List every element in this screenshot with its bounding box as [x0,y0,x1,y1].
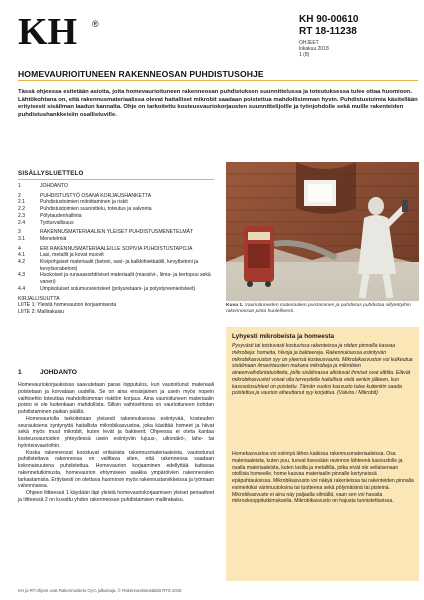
toc-item-text: Työturvallisuus [40,219,74,226]
toc-item-number: 3.1 [18,235,26,242]
body-paragraph: Ohjeen liitteessä 1 käydään läpi yleistä homevauriokorjaamisen yleiset periaatteet ja liitteessä 2 on kuvattu yhden rakenneosan puhdistamisen mallirakaisu. [18,490,214,503]
toc-item-text: JOHDANTO [40,183,68,189]
toc-item[interactable] [18,246,218,253]
figure-label: Kuva 1. [226,303,244,308]
title-rule [18,80,418,81]
toc-title: SISÄLLYSLUETTELO [18,170,84,177]
toc-item[interactable] [18,220,218,227]
svg-text:®: ® [92,19,99,29]
toc-item-number: 4.1 [18,252,26,259]
section-number: 1 [18,369,22,376]
table-of-contents [18,183,218,316]
meta-date: lokakuu 2018 [299,46,329,53]
page-title: HOMEVAURIOITUNEEN RAKENNEOSAN PUHDISTUSOHJE [18,69,264,79]
info-box-body: Homekasvustoa voi esiintyä lähes kaikissa rakennusmateriaaleissa. Osa materiaaleista, kuten puu, tuovat itsessään ravinnon lähteenä kasvustolle ja osalla materiaaleista, kuten lasilla ja metallilla, jotka eivät ole sellaisenaan otollisia homeelle, home kasvaa materiaalin pinnalle kertyneissä epäpuhtauksissa. Mikrobikasvusto voi näkyä rakenteissa tai rakenteiden pinnalla esimerkiksi värimuutoksina tai tuotteena sekä pölymäisinä tai pisteinä. Mikrobikasvusto ei aina näy paljaalla silmällä, vaan sen voi havaita mikroskooppitutkimuksella. Mikrobikasvusto on hajusta tunnistettavissa. [232,451,414,505]
section-1-body [18,382,214,504]
toc-item-text: Kivipohjaiset materiaalit (betoni, savi- ja kalkkihiekkatiili, kevytbetoni ja kevytsorabetoni) [40,259,199,272]
toc-item-text: Huokoiset ja runsaasorbtiiviset materiaalit (massiivi-, liima- ja kertopuu sekä vaneri) [40,272,211,286]
figure-caption-text: Vaurioituneiden materiaalien poistaminen ja puhdistus puhdistaa sillytettyihin rakenneosan pinta huolellisesti. [226,303,411,315]
toc-item-number: 4.4 [18,285,26,292]
toc-item-text: Menetelmiä [40,235,67,242]
toc-item-number: 1 [18,183,21,189]
toc-item-number: 4.3 [18,272,26,279]
body-paragraph: Homevauriokorjauksissa saavutetaan paras lopputulos, kun vaurioitunut materiaali poistetaan ja korvataan uudella. Se on aina ensisijainen ja usein myös nopein vaihtoehto toteuttaa mahdollisimman riskitön korjaus. Aina vaurioituneen materiaalin poisto ei ole kuitenkaan mahdollista. Silloin vaihtoehtona on vaurioituneen kohdan puhdistaminen paikan päällä. [18,382,214,415]
toc-item-number: 2.4 [18,219,26,226]
toc-item-text: Puhdistustoimien suunnittelu, toteutus ja valvonta [40,206,152,213]
toc-item-text: Umpisoluiset solumuovieristeet (polyuretaani- ja polystyreenieristeet) [40,285,196,292]
document-codes [299,14,419,38]
info-box-title: Lyhyesti mikrobeista ja homeesta [232,333,335,340]
toc-item-number: 4.2 [18,259,26,266]
toc-item[interactable] [18,183,218,190]
toc-item[interactable] [18,236,218,243]
section-title: JOHDANTO [40,369,77,376]
toc-item-text: RAKENNUSMATERIAALIEN YLEISET PUHDISTUSMENETELMÄT [40,229,194,236]
page-footer: KH ja RT-ohjeet ovat Rakennustieto Oy:n julkaisuja. © Rakennustietosäätiö RTS 2018 [18,588,182,593]
toc-item-text: Puhdistustoimien mitoittaminen ja riskit [40,199,128,206]
toc-item-text: ERI RAKENNUSMATERIAALEILLE SOPIVIA PUHDISTUSTAPOJA [40,245,193,252]
figure-caption [226,303,419,315]
toc-item[interactable] [18,206,218,213]
toc-item-number: 2.1 [18,199,26,206]
info-box-lede: Pysyvästi tai toistuvasti kostuvissa rakenteissa ja niiden pinnoilla kasvaa mikrobeja: homeita, hiivoja ja bakteereja. Rakennuksessa esiintyvän mikrobikasvuston syy on yleensä kosteusvaurio. Mikrobikasvuston voi kulkeutua sisäilmaan ilmavirtausten mukana mikrobeja ja mikrobien aineenvaihduntatuotteita, joille sisäilmassa altistuvat ihmiset ovat alttiita. Elävät mikrobikasvustot voivat olla terveydelle haitallisia vielä senkin jälkeen, kun kasvuolosuhteet on poistettu. Tämän vuoksi kasvusto tulee kuitenkin saada poistettua ja vaurion aiheuttanut syy korjattua. (Valvira / Mikrobit) [232,343,413,397]
renovation-photo [226,162,419,301]
toc-item-number: 2.2 [18,206,26,213]
toc-item[interactable] [18,272,218,285]
toc-item[interactable] [18,213,218,220]
kh-code: KH 90-00610 [299,14,359,25]
meta-type: OHJEET [299,40,319,46]
body-paragraph: Homevauriolla tarkoitetaan yleisesti rakennuksessa esiintyvää, kosteuden seurauksena syntynyttä haitallista mikrobikasvustoa, joka käsittää homeet ja hiivat sekä myös muut mikrobit, kuten levät ja bakteerit. Ohjeessa ei oteta kantaa kosteusvaurioiden yhteydessä usein esiintyviin lujuus-, ulkonäkö-, laho- tai hyönteisvaurioihin. [18,415,214,449]
rt-code: RT 18-11238 [299,26,357,37]
kh-logo [18,14,110,48]
toc-item[interactable] [18,229,218,236]
toc-item-number: 4 [18,245,21,252]
document-meta [299,40,419,59]
intro-paragraph: Tässä ohjeessa esitetään asioita, joita homevaurioituneen rakenneosan puhdistuksen suunnittelussa ja toteutuksessa tulee ottaa huomioon. Lähtökohtana on, että rakennusmateriaalissa olevat haitalliset mikrobit saadaan poistettua mahdollisimman hyvin. Puhdistustoimia käsitellään erityisesti sisäilman laadun kannalta. Ohje on tarkoitettu kosteusvauriokorjausten suunnittelijoille ja työnjohdolle sekä muille rakenteiden puhdistushankkeisiin osallistuville. [18,89,418,118]
toc-item[interactable] [18,193,218,200]
bibliography-heading[interactable]: KIRJALLISUUTTA [18,295,60,302]
toc-item[interactable] [18,286,218,293]
toc-item-text: Lasi, metallit ja kovat muovit [40,252,104,259]
appendix-item[interactable]: LIITE 2: Mallirakaisu [18,308,65,315]
toc-item[interactable] [18,259,218,272]
appendix-item[interactable]: LIITE 1: Yleistä homevaurion korjaamisesta [18,302,117,309]
toc-item-number: 3 [18,229,21,236]
toc-item-text: PUHDISTUSTYÖ OSANA KORJAUSHANKETTA [40,192,152,199]
section-1-heading [18,369,77,376]
toc-item-number: 2 [18,192,21,199]
header [0,0,424,62]
svg-text:KH: KH [18,14,78,48]
toc-item[interactable] [18,199,218,206]
body-paragraph: Koska rakenneosat koostuvat erilaisista rakennusmateriaaleista, vaurioitunut puhdistettava rakenneosa on valittava siten, että rakenneosa saadaan kokonaisuutena puhdistettua. Homevaurion korjaaminen edellyttää kattavaa rakennetutkimusta, homevaurion ehtymiseen saakka ympäröivien rakenneosien tarkastamista. Erityisesti on otettava huomioon myös rakennustarvikkeissa ja työmaan valvonnassa. [18,449,215,490]
toc-rule [18,179,214,180]
toc-item[interactable] [18,252,218,259]
toc-item-number: 2.3 [18,212,26,219]
meta-page: 1 (8) [299,52,310,59]
toc-item-text: Pölytaudenhallinta [40,212,82,219]
